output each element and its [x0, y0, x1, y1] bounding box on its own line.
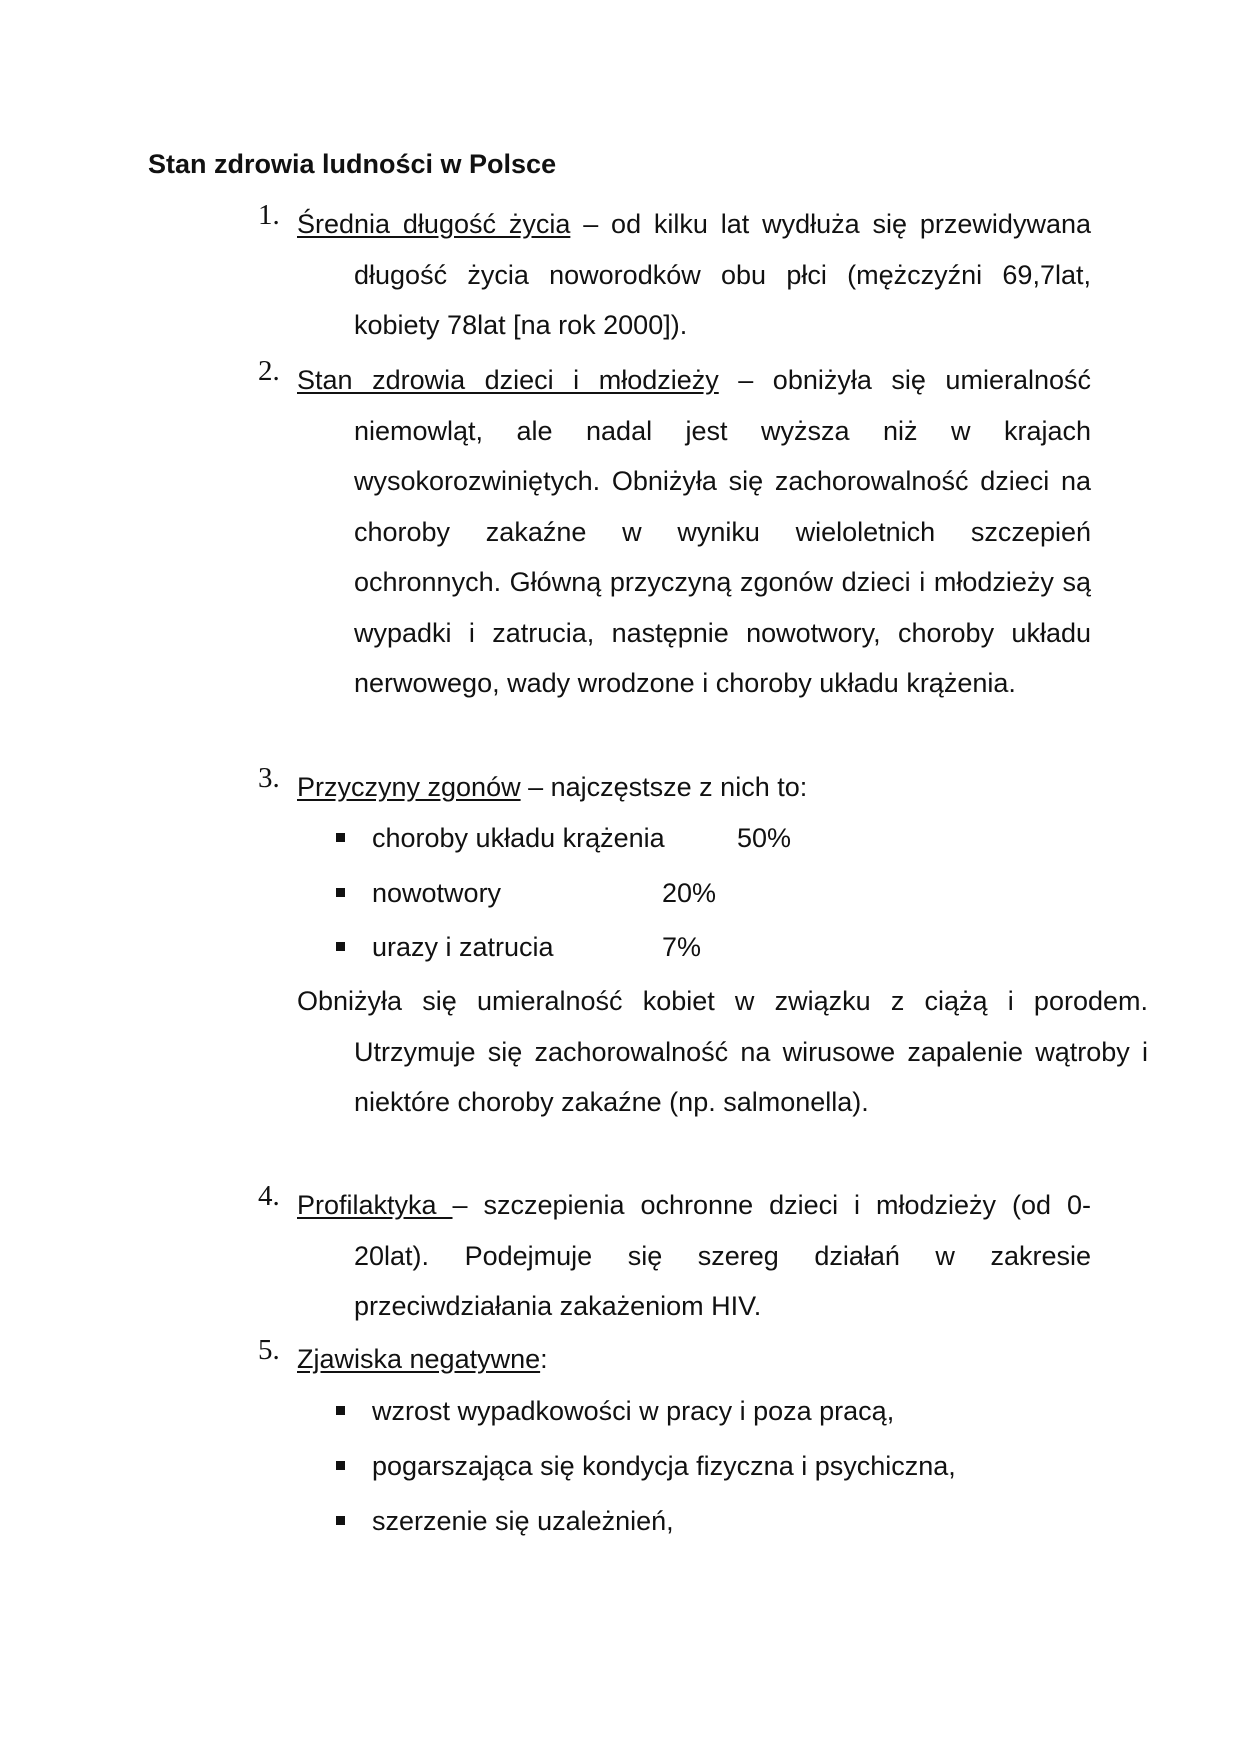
bullet-label: szerzenie się uzależnień, — [372, 1506, 674, 1536]
bullet-label: pogarszająca się kondycja fizyczna i psychiczna, — [372, 1451, 956, 1481]
section-heading: Stan zdrowia dzieci i młodzieży — [297, 365, 719, 395]
bullet-square-icon — [336, 1406, 345, 1415]
bullet-square-icon — [336, 1516, 345, 1525]
bullet-label: choroby układu krążenia — [372, 823, 665, 853]
section-text: – najczęstsze z nich to: — [520, 772, 808, 802]
bullet-label: urazy i zatrucia — [372, 932, 554, 962]
list-number: 5. — [258, 1334, 280, 1366]
list-paragraph — [297, 355, 1091, 709]
bullet-square-icon — [336, 1461, 345, 1470]
bullet-value: 20% — [662, 878, 717, 908]
list-number: 1. — [258, 199, 280, 231]
bullet-label: nowotwory — [372, 878, 502, 908]
list-item — [258, 355, 1091, 709]
list-number: 4. — [258, 1180, 280, 1212]
section-text: – szczepienia ochronne dzieci i młodzieży (od 0-20lat). Podejmuje się szereg działań w zakresie przeciwdziałania zakażeniom HIV. — [354, 1190, 1091, 1321]
section-text: – od kilku lat wydłuża się przewidywana długość życia noworodków obu płci (mężczyźni 69,7lat, kobiety 78lat [na rok 2000]). — [354, 209, 1091, 340]
section-text: : — [540, 1344, 548, 1374]
bullet-square-icon — [336, 833, 345, 842]
list-item — [258, 1334, 1091, 1385]
section-heading: Przyczyny zgonów — [297, 772, 521, 802]
list-paragraph — [297, 199, 1091, 351]
list-paragraph — [297, 1180, 1091, 1332]
list-paragraph — [297, 762, 1091, 813]
bullet-square-icon — [336, 942, 345, 951]
bullet-square-icon — [336, 888, 345, 897]
section-heading: Średnia długość życia — [297, 209, 571, 239]
section-text: – obniżyła się umieralność niemowląt, ale nadal jest wyższa niż w krajach wysokorozwiniętych. Obniżyła się zachorowalność dzieci na choroby zakaźne w wyniku wieloletnich szczepień ochronnych. Główną przyczyną zgonów dzieci i młodzieży są wypadki i zatrucia, następnie nowotwory, choroby układu nerwowego, wady wrodzone i choroby układu krążenia. — [354, 365, 1091, 698]
section-heading: Profilaktyka — [297, 1190, 453, 1220]
list-item — [258, 199, 1091, 351]
list-item — [258, 1180, 1091, 1332]
list-item — [258, 762, 1091, 813]
section-heading: Zjawiska negatywne — [297, 1344, 541, 1374]
list-number: 3. — [258, 762, 280, 794]
bullet-value: 7% — [662, 932, 702, 962]
section-followup-paragraph: Obniżyła się umieralność kobiet w związku z ciążą i porodem. Utrzymuje się zachorowalność na wirusowe zapalenie wątroby i niektóre choroby zakaźne (np. salmonella). — [297, 986, 1148, 1117]
list-number: 2. — [258, 355, 280, 387]
list-paragraph — [297, 1334, 1091, 1385]
bullet-label: wzrost wypadkowości w pracy i poza pracą, — [372, 1396, 895, 1426]
document-title: Stan zdrowia ludności w Polsce — [148, 149, 557, 179]
bullet-value: 50% — [737, 823, 792, 853]
